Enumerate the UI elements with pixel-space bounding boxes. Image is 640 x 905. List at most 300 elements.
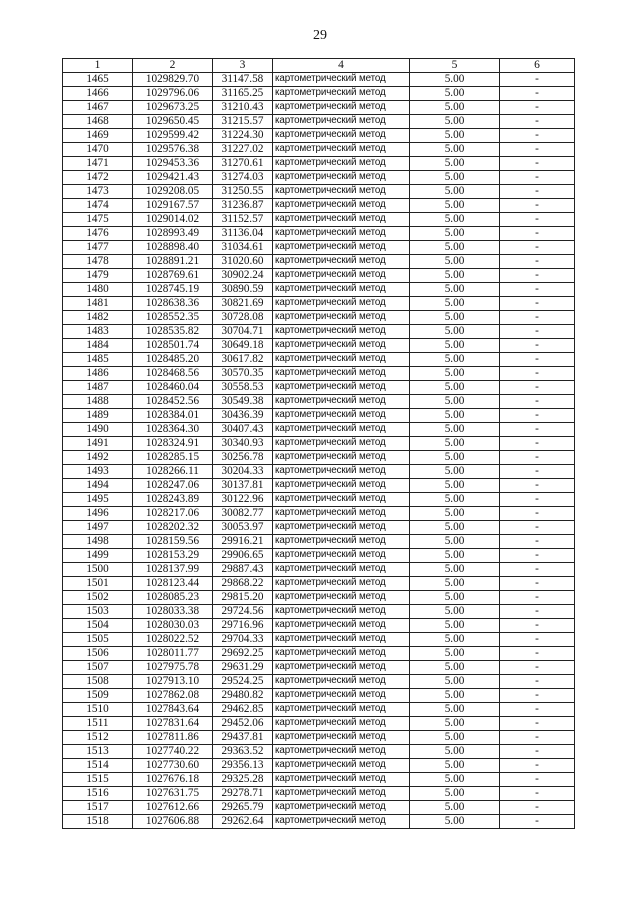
x-coordinate-cell: 1028769.61 [133,269,213,283]
table-row [63,493,575,507]
note-cell: - [500,745,575,759]
note-cell: - [500,87,575,101]
table-row [63,269,575,283]
x-coordinate-cell: 1028745.19 [133,283,213,297]
note-cell: - [500,591,575,605]
error-cell: 5.00 [410,269,500,283]
error-cell: 5.00 [410,521,500,535]
point-number-cell: 1506 [63,647,133,661]
method-cell: картометрический метод [273,227,410,241]
error-cell: 5.00 [410,633,500,647]
table-row [63,283,575,297]
note-cell: - [500,423,575,437]
x-coordinate-cell: 1028011.77 [133,647,213,661]
error-cell: 5.00 [410,325,500,339]
note-cell: - [500,367,575,381]
method-cell: картометрический метод [273,675,410,689]
table-row [63,213,575,227]
point-number-cell: 1494 [63,479,133,493]
note-cell: - [500,213,575,227]
note-cell: - [500,801,575,815]
error-cell: 5.00 [410,745,500,759]
point-number-cell: 1484 [63,339,133,353]
y-coordinate-cell: 29462.85 [213,703,273,717]
table-row [63,773,575,787]
y-coordinate-cell: 30558.53 [213,381,273,395]
y-coordinate-cell: 29916.21 [213,535,273,549]
table-row [63,171,575,185]
error-cell: 5.00 [410,423,500,437]
method-cell: картометрический метод [273,577,410,591]
page-number: 29 [313,28,327,43]
note-cell: - [500,353,575,367]
table-row [63,381,575,395]
method-cell: картометрический метод [273,465,410,479]
error-cell: 5.00 [410,199,500,213]
error-cell: 5.00 [410,591,500,605]
error-cell: 5.00 [410,115,500,129]
error-cell: 5.00 [410,787,500,801]
note-cell: - [500,101,575,115]
x-coordinate-cell: 1028285.15 [133,451,213,465]
y-coordinate-cell: 31165.25 [213,87,273,101]
method-cell: картометрический метод [273,409,410,423]
y-coordinate-cell: 31215.57 [213,115,273,129]
note-cell: - [500,493,575,507]
x-coordinate-cell: 1027740.22 [133,745,213,759]
point-number-cell: 1514 [63,759,133,773]
y-coordinate-cell: 30340.93 [213,437,273,451]
table-row [63,577,575,591]
table-row [63,73,575,87]
method-cell: картометрический метод [273,325,410,339]
point-number-cell: 1517 [63,801,133,815]
header-col-3: 3 [213,59,273,73]
method-cell: картометрический метод [273,185,410,199]
error-cell: 5.00 [410,675,500,689]
method-cell: картометрический метод [273,451,410,465]
point-number-cell: 1478 [63,255,133,269]
point-number-cell: 1466 [63,87,133,101]
table-row [63,297,575,311]
error-cell: 5.00 [410,157,500,171]
table-row [63,465,575,479]
table-row [63,647,575,661]
error-cell: 5.00 [410,283,500,297]
error-cell: 5.00 [410,549,500,563]
table-row [63,353,575,367]
error-cell: 5.00 [410,87,500,101]
x-coordinate-cell: 1028159.56 [133,535,213,549]
error-cell: 5.00 [410,409,500,423]
error-cell: 5.00 [410,815,500,829]
method-cell: картометрический метод [273,801,410,815]
error-cell: 5.00 [410,143,500,157]
x-coordinate-cell: 1028137.99 [133,563,213,577]
error-cell: 5.00 [410,619,500,633]
y-coordinate-cell: 29815.20 [213,591,273,605]
method-cell: картометрический метод [273,661,410,675]
error-cell: 5.00 [410,129,500,143]
y-coordinate-cell: 29692.25 [213,647,273,661]
table-row [63,661,575,675]
note-cell: - [500,675,575,689]
coordinates-table [62,58,575,829]
x-coordinate-cell: 1028891.21 [133,255,213,269]
table-row [63,479,575,493]
table-row [63,563,575,577]
point-number-cell: 1496 [63,507,133,521]
point-number-cell: 1488 [63,395,133,409]
note-cell: - [500,521,575,535]
note-cell: - [500,689,575,703]
error-cell: 5.00 [410,437,500,451]
table-row [63,619,575,633]
error-cell: 5.00 [410,717,500,731]
point-number-cell: 1509 [63,689,133,703]
note-cell: - [500,563,575,577]
note-cell: - [500,269,575,283]
method-cell: картометрический метод [273,815,410,829]
note-cell: - [500,297,575,311]
table-row [63,787,575,801]
table-row [63,241,575,255]
x-coordinate-cell: 1027676.18 [133,773,213,787]
y-coordinate-cell: 30122.96 [213,493,273,507]
note-cell: - [500,577,575,591]
error-cell: 5.00 [410,479,500,493]
table-row [63,227,575,241]
note-cell: - [500,437,575,451]
table-row [63,675,575,689]
header-col-4: 4 [273,59,410,73]
x-coordinate-cell: 1029167.57 [133,199,213,213]
method-cell: картометрический метод [273,171,410,185]
x-coordinate-cell: 1028384.01 [133,409,213,423]
note-cell: - [500,381,575,395]
point-number-cell: 1467 [63,101,133,115]
method-cell: картометрический метод [273,521,410,535]
x-coordinate-cell: 1028123.44 [133,577,213,591]
y-coordinate-cell: 29480.82 [213,689,273,703]
y-coordinate-cell: 29868.22 [213,577,273,591]
method-cell: картометрический метод [273,647,410,661]
point-number-cell: 1486 [63,367,133,381]
point-number-cell: 1500 [63,563,133,577]
point-number-cell: 1510 [63,703,133,717]
x-coordinate-cell: 1028085.23 [133,591,213,605]
method-cell: картометрический метод [273,269,410,283]
x-coordinate-cell: 1028364.30 [133,423,213,437]
error-cell: 5.00 [410,507,500,521]
method-cell: картометрический метод [273,395,410,409]
x-coordinate-cell: 1027843.64 [133,703,213,717]
table-row [63,745,575,759]
x-coordinate-cell: 1028898.40 [133,241,213,255]
table-row [63,115,575,129]
error-cell: 5.00 [410,185,500,199]
error-cell: 5.00 [410,661,500,675]
point-number-cell: 1490 [63,423,133,437]
error-cell: 5.00 [410,213,500,227]
method-cell: картометрический метод [273,633,410,647]
note-cell: - [500,157,575,171]
point-number-cell: 1505 [63,633,133,647]
table-row [63,409,575,423]
y-coordinate-cell: 29262.64 [213,815,273,829]
point-number-cell: 1503 [63,605,133,619]
method-cell: картометрический метод [273,73,410,87]
y-coordinate-cell: 29363.52 [213,745,273,759]
note-cell: - [500,507,575,521]
method-cell: картометрический метод [273,493,410,507]
y-coordinate-cell: 29631.29 [213,661,273,675]
x-coordinate-cell: 1027612.66 [133,801,213,815]
y-coordinate-cell: 30617.82 [213,353,273,367]
error-cell: 5.00 [410,773,500,787]
note-cell: - [500,661,575,675]
note-cell: - [500,731,575,745]
method-cell: картометрический метод [273,381,410,395]
method-cell: картометрический метод [273,297,410,311]
y-coordinate-cell: 29356.13 [213,759,273,773]
note-cell: - [500,227,575,241]
error-cell: 5.00 [410,689,500,703]
x-coordinate-cell: 1028033.38 [133,605,213,619]
point-number-cell: 1482 [63,311,133,325]
x-coordinate-cell: 1028535.82 [133,325,213,339]
table-row [63,129,575,143]
y-coordinate-cell: 30407.43 [213,423,273,437]
method-cell: картометрический метод [273,241,410,255]
method-cell: картометрический метод [273,619,410,633]
method-cell: картометрический метод [273,605,410,619]
error-cell: 5.00 [410,171,500,185]
error-cell: 5.00 [410,227,500,241]
error-cell: 5.00 [410,731,500,745]
y-coordinate-cell: 31236.87 [213,199,273,213]
method-cell: картометрический метод [273,787,410,801]
y-coordinate-cell: 30436.39 [213,409,273,423]
note-cell: - [500,647,575,661]
x-coordinate-cell: 1029599.42 [133,129,213,143]
table-row [63,367,575,381]
y-coordinate-cell: 30082.77 [213,507,273,521]
x-coordinate-cell: 1028993.49 [133,227,213,241]
note-cell: - [500,73,575,87]
y-coordinate-cell: 31224.30 [213,129,273,143]
error-cell: 5.00 [410,465,500,479]
method-cell: картометрический метод [273,339,410,353]
y-coordinate-cell: 29724.56 [213,605,273,619]
x-coordinate-cell: 1029453.36 [133,157,213,171]
error-cell: 5.00 [410,367,500,381]
note-cell: - [500,171,575,185]
note-cell: - [500,283,575,297]
point-number-cell: 1491 [63,437,133,451]
y-coordinate-cell: 29716.96 [213,619,273,633]
table-row [63,87,575,101]
table-row [63,451,575,465]
x-coordinate-cell: 1028468.56 [133,367,213,381]
y-coordinate-cell: 30137.81 [213,479,273,493]
method-cell: картометрический метод [273,143,410,157]
point-number-cell: 1504 [63,619,133,633]
note-cell: - [500,773,575,787]
point-number-cell: 1474 [63,199,133,213]
x-coordinate-cell: 1028501.74 [133,339,213,353]
point-number-cell: 1516 [63,787,133,801]
note-cell: - [500,199,575,213]
table-row [63,633,575,647]
method-cell: картометрический метод [273,773,410,787]
point-number-cell: 1476 [63,227,133,241]
y-coordinate-cell: 30549.38 [213,395,273,409]
note-cell: - [500,703,575,717]
note-cell: - [500,395,575,409]
x-coordinate-cell: 1028324.91 [133,437,213,451]
x-coordinate-cell: 1029421.43 [133,171,213,185]
point-number-cell: 1512 [63,731,133,745]
table-row [63,815,575,829]
y-coordinate-cell: 31227.02 [213,143,273,157]
error-cell: 5.00 [410,563,500,577]
point-number-cell: 1473 [63,185,133,199]
y-coordinate-cell: 31250.55 [213,185,273,199]
point-number-cell: 1495 [63,493,133,507]
note-cell: - [500,325,575,339]
error-cell: 5.00 [410,255,500,269]
method-cell: картометрический метод [273,87,410,101]
method-cell: картометрический метод [273,311,410,325]
point-number-cell: 1502 [63,591,133,605]
y-coordinate-cell: 30704.71 [213,325,273,339]
point-number-cell: 1492 [63,451,133,465]
table-row [63,717,575,731]
point-number-cell: 1515 [63,773,133,787]
y-coordinate-cell: 31147.58 [213,73,273,87]
method-cell: картометрический метод [273,283,410,297]
y-coordinate-cell: 31274.03 [213,171,273,185]
y-coordinate-cell: 29704.33 [213,633,273,647]
method-cell: картометрический метод [273,199,410,213]
x-coordinate-cell: 1029576.38 [133,143,213,157]
error-cell: 5.00 [410,647,500,661]
table-row [63,605,575,619]
method-cell: картометрический метод [273,437,410,451]
x-coordinate-cell: 1027913.10 [133,675,213,689]
y-coordinate-cell: 30728.08 [213,311,273,325]
x-coordinate-cell: 1027831.64 [133,717,213,731]
point-number-cell: 1518 [63,815,133,829]
y-coordinate-cell: 30204.33 [213,465,273,479]
table-row [63,549,575,563]
method-cell: картометрический метод [273,507,410,521]
y-coordinate-cell: 31034.61 [213,241,273,255]
table-row [63,199,575,213]
y-coordinate-cell: 29524.25 [213,675,273,689]
y-coordinate-cell: 30821.69 [213,297,273,311]
header-col-1: 1 [63,59,133,73]
table-row [63,759,575,773]
table-body [63,73,575,829]
error-cell: 5.00 [410,339,500,353]
y-coordinate-cell: 31270.61 [213,157,273,171]
point-number-cell: 1471 [63,157,133,171]
point-number-cell: 1477 [63,241,133,255]
error-cell: 5.00 [410,101,500,115]
point-number-cell: 1511 [63,717,133,731]
note-cell: - [500,143,575,157]
point-number-cell: 1501 [63,577,133,591]
note-cell: - [500,409,575,423]
table-row [63,703,575,717]
y-coordinate-cell: 31152.57 [213,213,273,227]
header-col-2: 2 [133,59,213,73]
table-row [63,255,575,269]
note-cell: - [500,129,575,143]
note-cell: - [500,185,575,199]
point-number-cell: 1480 [63,283,133,297]
error-cell: 5.00 [410,703,500,717]
error-cell: 5.00 [410,535,500,549]
note-cell: - [500,535,575,549]
y-coordinate-cell: 29887.43 [213,563,273,577]
point-number-cell: 1469 [63,129,133,143]
method-cell: картометрический метод [273,731,410,745]
table-row [63,535,575,549]
note-cell: - [500,339,575,353]
method-cell: картометрический метод [273,535,410,549]
point-number-cell: 1487 [63,381,133,395]
y-coordinate-cell: 30570.35 [213,367,273,381]
point-number-cell: 1489 [63,409,133,423]
y-coordinate-cell: 31136.04 [213,227,273,241]
note-cell: - [500,311,575,325]
y-coordinate-cell: 30649.18 [213,339,273,353]
x-coordinate-cell: 1027975.78 [133,661,213,675]
error-cell: 5.00 [410,297,500,311]
method-cell: картометрический метод [273,101,410,115]
header-col-6: 6 [500,59,575,73]
method-cell: картометрический метод [273,563,410,577]
table-row [63,437,575,451]
note-cell: - [500,717,575,731]
note-cell: - [500,115,575,129]
x-coordinate-cell: 1028022.52 [133,633,213,647]
error-cell: 5.00 [410,801,500,815]
x-coordinate-cell: 1028552.35 [133,311,213,325]
method-cell: картометрический метод [273,479,410,493]
table-row [63,521,575,535]
note-cell: - [500,451,575,465]
note-cell: - [500,255,575,269]
note-cell: - [500,787,575,801]
method-cell: картометрический метод [273,423,410,437]
error-cell: 5.00 [410,451,500,465]
x-coordinate-cell: 1027862.08 [133,689,213,703]
y-coordinate-cell: 30890.59 [213,283,273,297]
x-coordinate-cell: 1027811.86 [133,731,213,745]
table-row [63,311,575,325]
table-row [63,591,575,605]
x-coordinate-cell: 1029014.02 [133,213,213,227]
note-cell: - [500,549,575,563]
note-cell: - [500,605,575,619]
x-coordinate-cell: 1029796.06 [133,87,213,101]
point-number-cell: 1481 [63,297,133,311]
table-header-row [63,59,575,73]
